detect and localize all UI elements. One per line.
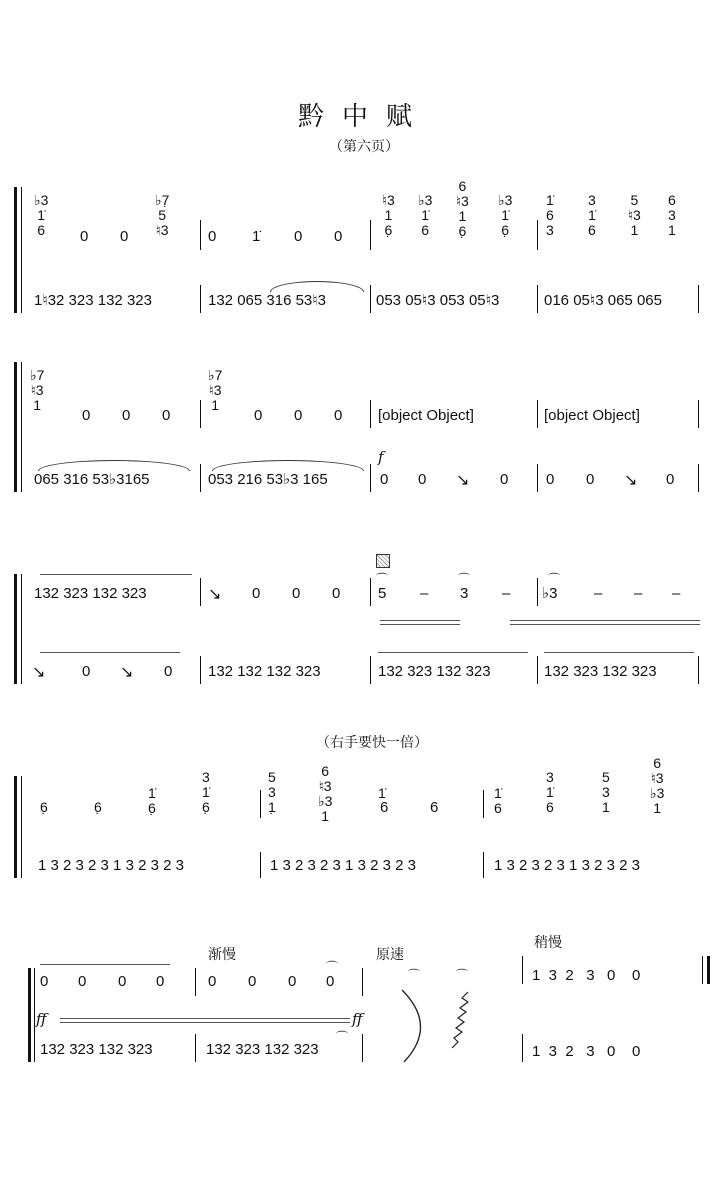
measure-upper: 132 323 132 323 [34,585,147,602]
barline [537,656,538,684]
dynamic-forte: f [378,448,384,466]
note: 0 [208,973,217,990]
barline [483,790,484,818]
barline [200,285,201,313]
chord: ♭3 1̇ 6 [34,192,49,238]
system-bar-right [698,285,699,313]
fermata-icon: ⌒ [458,572,471,586]
measure-lower: 1 3 2 3 2 3 1 3 2 3 2 3 [494,857,640,874]
down-right-arrow-icon: ↘ [120,664,134,681]
chord: 6̣ [40,799,48,815]
barline [195,968,196,996]
slur [38,460,190,471]
chord: 1̇ 6̣ [148,785,156,816]
barline [370,220,371,250]
measure-upper: [object Object] [378,407,474,424]
note: 0 [326,973,335,990]
barline [200,220,201,250]
barline [370,656,371,684]
note: 1̇ [252,228,261,245]
chord: 1̇ 6 3 [546,192,554,238]
tremolo-zigzag-icon [448,990,472,1050]
tremolo-line [40,574,192,575]
final-barline [702,956,703,984]
note: 0 [380,471,389,488]
barline [537,578,538,606]
barline [483,852,484,878]
note: 5 [378,585,387,602]
tempo-marking-a-tempo: 原速 [376,947,404,963]
tremolo-line [510,620,700,621]
measure-lower: 132 323 132 323 [378,663,491,680]
chord: ♭7̣ 5 ♮3 [155,192,170,238]
note: 0 [666,471,675,488]
barline [370,578,371,606]
barline [200,656,201,684]
system-brace [14,574,17,684]
barline [370,464,371,492]
note: 0 [294,407,303,424]
tremolo-box-icon [376,554,390,568]
note: 6 [380,799,389,816]
note: 0 [164,663,173,680]
barline [362,968,363,996]
down-right-arrow-icon: ↘ [32,664,46,681]
measure-lower: 132 132 132 323 [208,663,321,680]
barline [698,400,699,428]
system-bar-left [21,187,22,313]
chord: 5 ♮3 1 [628,192,641,238]
measure-lower: 132 323 132 323 [40,1041,153,1058]
note: 0 [40,973,49,990]
system-5 [0,930,728,1070]
note: 0 [248,973,257,990]
note: 0 [82,663,91,680]
barline [370,400,371,428]
system-bar-left [21,776,22,878]
chord: 6 3 1 [668,192,676,238]
chord: ♭7 ♮3 1 [208,367,223,413]
note: 0 [122,407,131,424]
fermata-icon: ⌒ [456,968,469,982]
system-brace [14,362,17,492]
barline [537,400,538,428]
tremolo-line [40,964,170,965]
measure-lower: 053 216 53♭3 165 [208,471,328,488]
down-right-arrow-icon: ↘ [208,586,222,603]
measure-lower: 132 323 132 323 [544,663,657,680]
note: 0 [78,973,87,990]
fermata-icon: ⌒ [376,572,389,586]
piece-title: 黔中赋 [297,102,430,132]
measure-lower: 132 065 316 53♮3 [208,292,326,309]
barline [195,1034,196,1062]
note: 6 [430,799,439,816]
system-4 [0,730,728,880]
note: 0 [334,407,343,424]
chord: 3 1̇ 6 [546,769,554,815]
note: 0 [80,228,89,245]
measure-lower: 016 05♮3 065 065 [544,292,662,309]
barline [200,400,201,428]
measure-lower: 053 05♮3 053 05♮3 [376,292,500,309]
note: ♭3 [542,585,558,602]
tremolo-line [380,620,460,621]
system-bar-left [34,968,35,1062]
system-bar-left [21,362,22,492]
system-brace [28,968,31,1062]
measure-lower: 1 3 2 3 0 0 [532,1043,641,1060]
barline [537,220,538,250]
chord: 6 ♮3 1 6̣ [456,178,469,239]
chord: 6 ♮3 ♭3 1 [650,755,665,816]
note: 0 [82,407,91,424]
tremolo-line [510,624,700,625]
barline [260,790,261,818]
chord: 1̇ 6 [494,785,502,816]
note: 0 [208,228,217,245]
chord: ♮3 1 6̣ [382,192,395,238]
final-barline [707,956,710,984]
chord: 3 1̇ 6̣ [202,769,210,815]
barline [522,956,523,984]
fermata-icon: ⌒ [326,960,339,974]
note: 0 [288,973,297,990]
fermata-icon: ⌒ [408,968,421,982]
barline [537,464,538,492]
tremolo-line [378,652,528,653]
glissando-arc-icon [398,988,434,1064]
barline [200,578,201,606]
note: – [634,585,643,602]
chord: 3 1̇ 6 [588,192,596,238]
note: – [502,585,511,602]
chord: 1̇ [378,785,386,801]
note: 0 [118,973,127,990]
tremolo-line [544,652,694,653]
system-brace [14,187,17,313]
dynamic-fortissimo: ff [36,1010,47,1028]
chord: 5 3 1̣ [268,769,276,815]
down-right-arrow-icon: ↘ [456,472,470,489]
note: 0 [418,471,427,488]
fermata-icon: ⌒ [336,1030,349,1044]
note: 0 [292,585,301,602]
measure-lower: 065 316 53♭3165 [34,471,150,488]
system-brace [14,776,17,878]
barline [698,464,699,492]
slur [212,460,364,471]
note: 0 [252,585,261,602]
note: 0 [294,228,303,245]
tempo-marking-ritardando: 渐慢 [208,947,236,963]
down-right-arrow-icon: ↘ [624,472,638,489]
measure-lower: 1♮32 323 132 323 [34,292,152,309]
barline [522,1034,523,1062]
chord: 5 3 1 [602,769,610,815]
note: – [672,585,681,602]
barline [698,656,699,684]
note: 0 [586,471,595,488]
note: 0 [156,973,165,990]
system-1 [0,178,728,315]
dynamic-fortissimo: ff [352,1010,363,1028]
note: 0 [162,407,171,424]
barline [260,852,261,878]
note: 3 [460,585,469,602]
system-3 [0,568,728,686]
measure-upper: 1 3 2 3 0 0 [532,967,641,984]
sustain-line [60,1018,350,1019]
chord: 6 ♮3 ♭3 1 [318,763,333,824]
performance-instruction: （右手要快一倍） [316,735,428,751]
note: – [420,585,429,602]
note: 0 [254,407,263,424]
barline [537,285,538,313]
system-2 [0,360,728,495]
sustain-line [60,1022,350,1023]
note: 0 [332,585,341,602]
measure-lower: 1 3 2 3 2 3 1 3 2 3 2 3 [270,857,416,874]
tremolo-line [40,652,180,653]
chord: 6̣ [94,799,102,815]
chord: ♭3 1̇ 6̣ [498,192,513,238]
measure-lower: 1 3 2 3 2 3 1 3 2 3 2 3 [38,857,184,874]
tremolo-line [380,624,460,625]
chord: ♭3 1̇ 6 [418,192,433,238]
slur [270,281,364,292]
note: – [594,585,603,602]
fermata-icon: ⌒ [548,572,561,586]
barline [370,285,371,313]
note: 0 [500,471,509,488]
note: 0 [120,228,129,245]
measure-lower: 132 323 132 323 [206,1041,319,1058]
system-bar-left [21,574,22,684]
chord: ♭7 ♮3 1 [30,367,45,413]
note: 0 [546,471,555,488]
page-subtitle: （第六页） [329,139,399,155]
barline [200,464,201,492]
barline [362,1034,363,1062]
measure-upper: [object Object] [544,407,640,424]
tempo-marking-slightly-slower: 稍慢 [534,935,562,951]
note: 0 [334,228,343,245]
